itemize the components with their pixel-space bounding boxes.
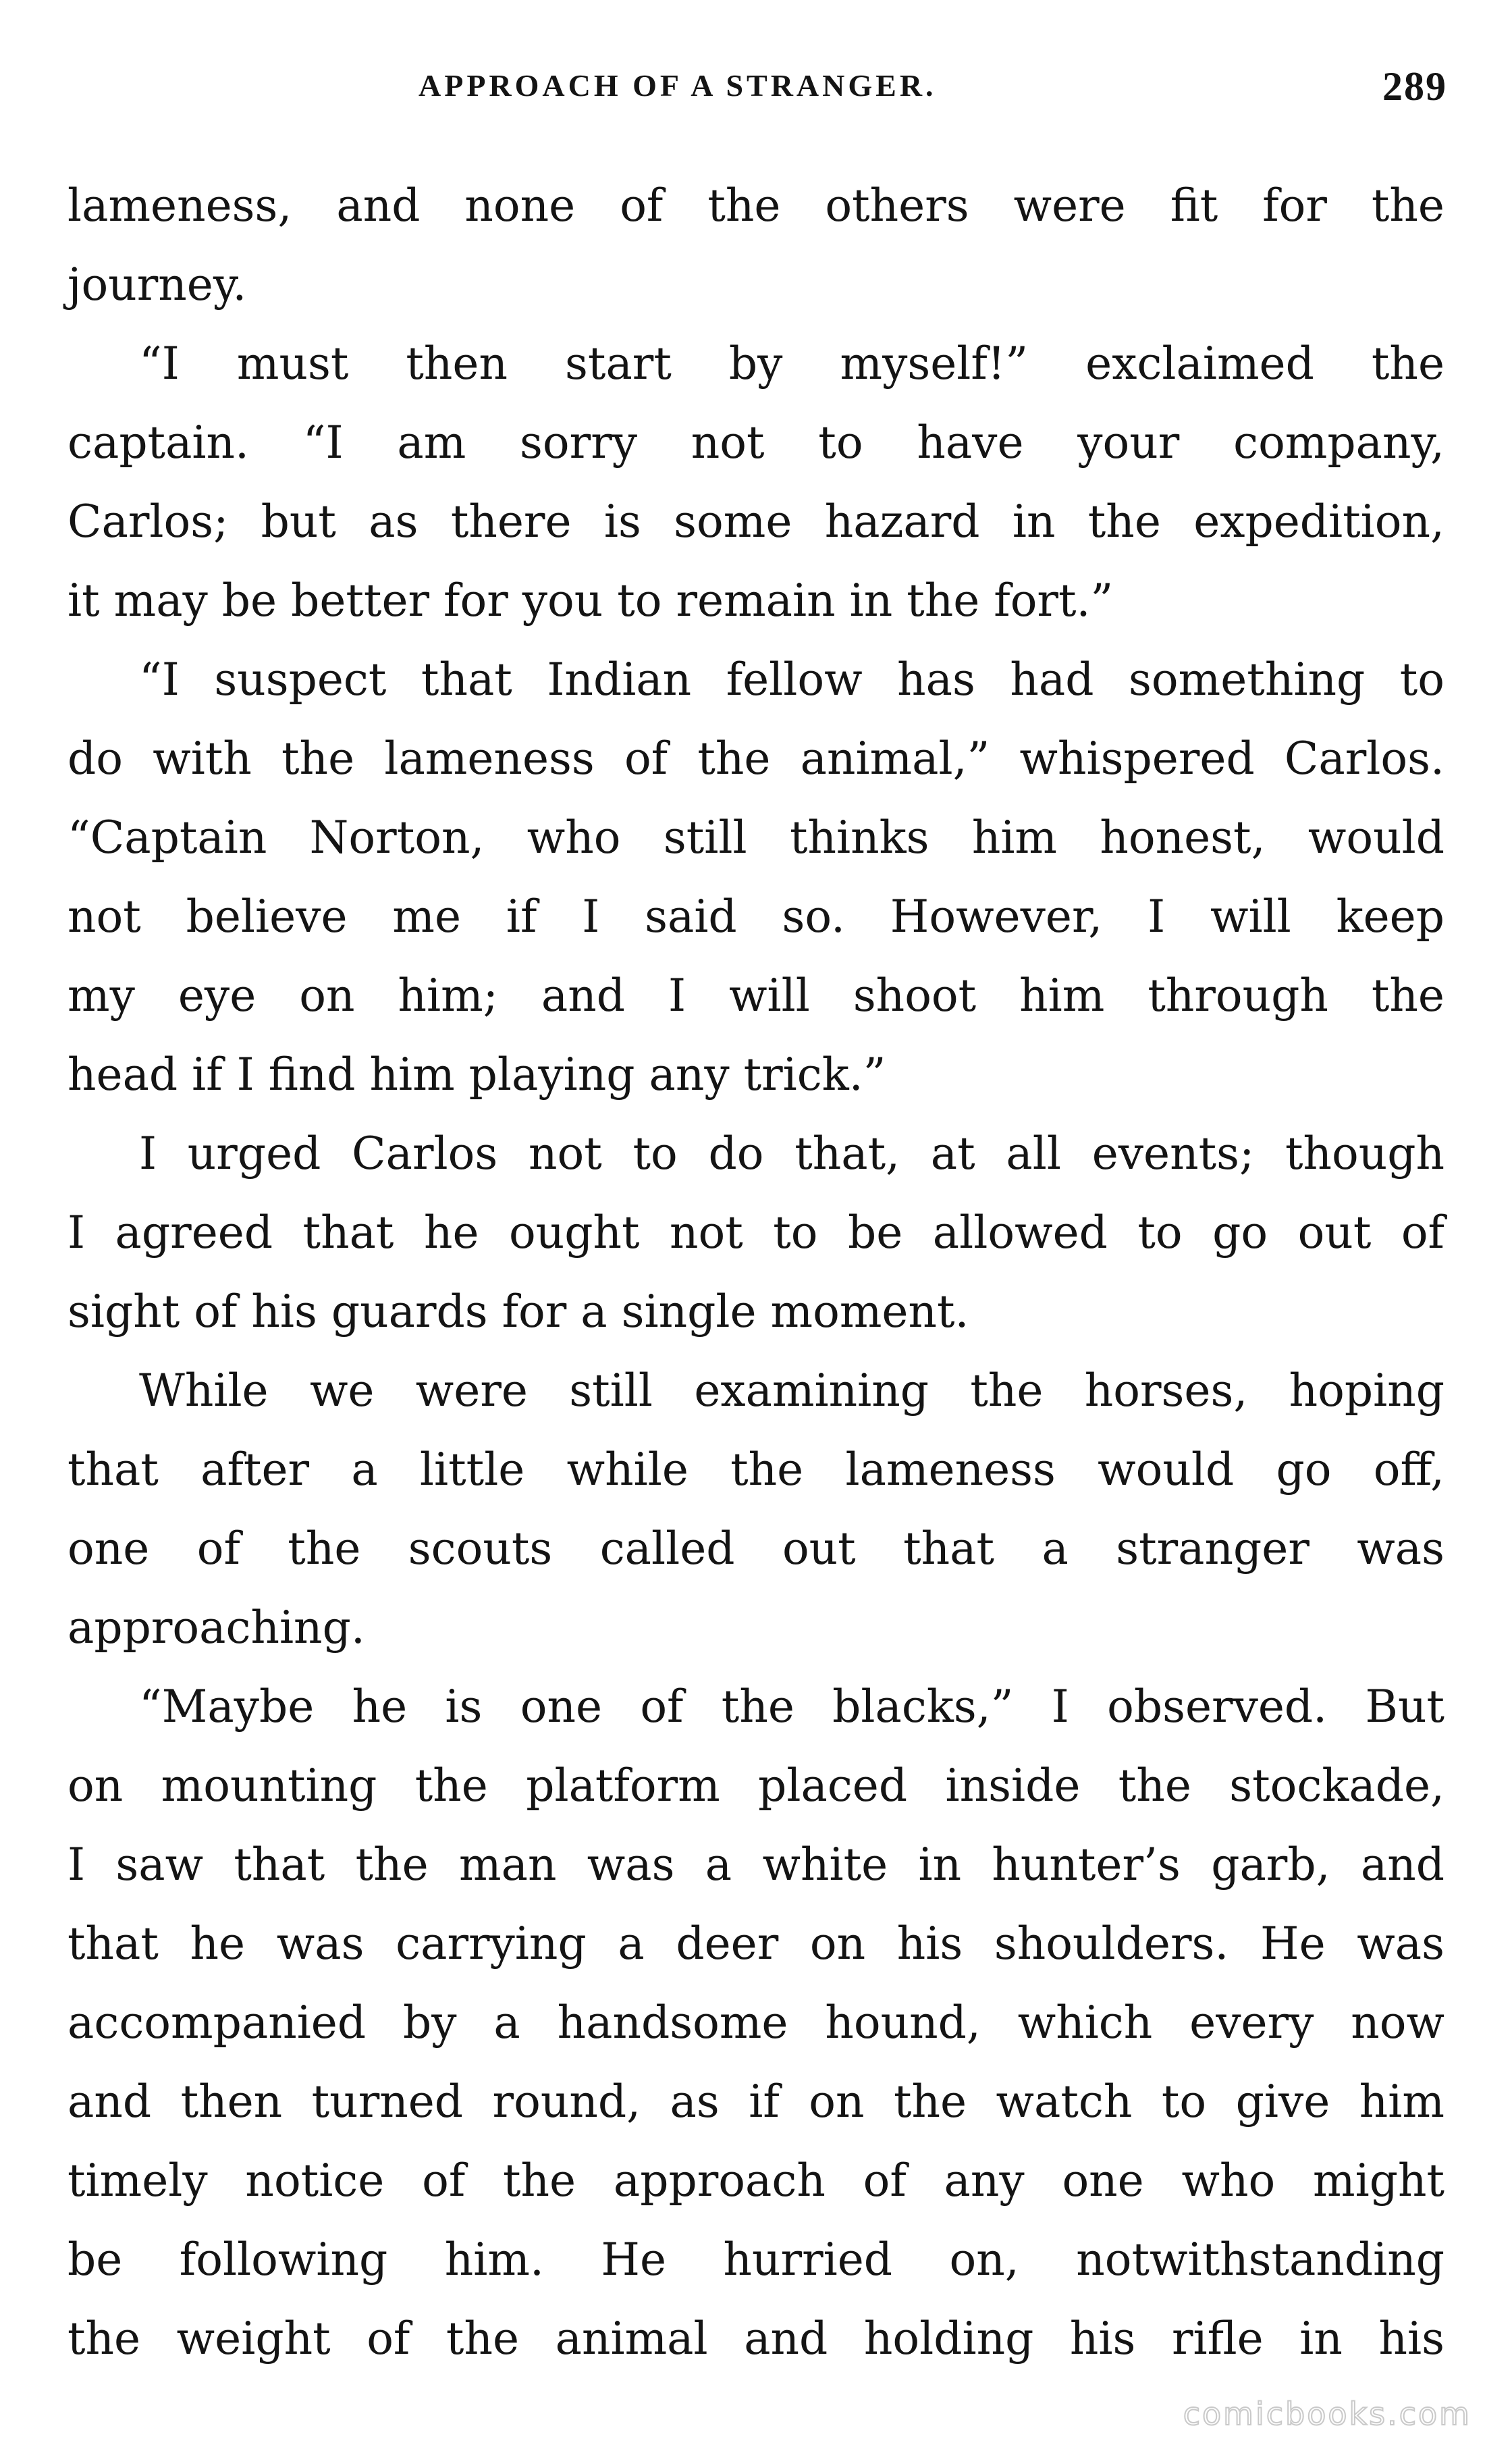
text-line: accompanied by a handsome hound, which every now bbox=[68, 1997, 1444, 2049]
text-line: on mounting the platform placed inside the stockade, bbox=[68, 1760, 1444, 1812]
watermark-logo: comicbooks.com bbox=[1183, 2396, 1472, 2432]
text-line: I saw that the man was a white in hunter’s garb, and bbox=[68, 1839, 1444, 1891]
text-line: “I must then start by myself!” exclaimed the bbox=[139, 338, 1444, 390]
text-line: do with the lameness of the animal,” whispered Carlos. bbox=[68, 733, 1444, 785]
text-line: “I suspect that Indian fellow has had something to bbox=[139, 654, 1444, 706]
text-line: not believe me if I said so. However, I will keep bbox=[68, 891, 1444, 943]
text-line: that he was carrying a deer on his shoulders. He was bbox=[68, 1918, 1444, 1970]
text-line: one of the scouts called out that a stranger was bbox=[68, 1523, 1444, 1575]
text-line: Carlos; but as there is some hazard in the expedition, bbox=[68, 496, 1444, 548]
text-line: I urged Carlos not to do that, at all events; though bbox=[139, 1128, 1444, 1180]
text-line: head if I find him playing any trick.” bbox=[68, 1049, 886, 1101]
body-text bbox=[68, 166, 1444, 2378]
text-line: it may be better for you to remain in the fort.” bbox=[68, 575, 1114, 627]
text-line: and then turned round, as if on the watch to give him bbox=[68, 2076, 1444, 2128]
text-line: be following him. He hurried on, notwithstanding bbox=[68, 2234, 1444, 2286]
text-line: sight of his guards for a single moment. bbox=[68, 1286, 969, 1338]
text-line: While we were still examining the horses, hoping bbox=[139, 1365, 1444, 1417]
text-line: my eye on him; and I will shoot him through the bbox=[68, 970, 1444, 1022]
text-line: “Captain Norton, who still thinks him honest, would bbox=[68, 812, 1444, 864]
running-title: APPROACH OF A STRANGER. bbox=[418, 68, 937, 103]
text-line: that after a little while the lameness would go off, bbox=[68, 1444, 1444, 1496]
text-line: timely notice of the approach of any one who might bbox=[68, 2155, 1444, 2207]
page-number: 289 bbox=[1382, 64, 1447, 109]
text-line: lameness, and none of the others were fit for the bbox=[68, 180, 1444, 232]
text-line: journey. bbox=[68, 259, 247, 311]
running-head bbox=[0, 64, 1512, 122]
text-line: approaching. bbox=[68, 1602, 365, 1654]
text-line: the weight of the animal and holding his rifle in his bbox=[68, 2313, 1444, 2365]
text-line: I agreed that he ought not to be allowed to go out of bbox=[68, 1207, 1444, 1259]
text-line: “Maybe he is one of the blacks,” I observed. But bbox=[139, 1681, 1444, 1733]
text-line: captain. “I am sorry not to have your company, bbox=[68, 417, 1444, 469]
